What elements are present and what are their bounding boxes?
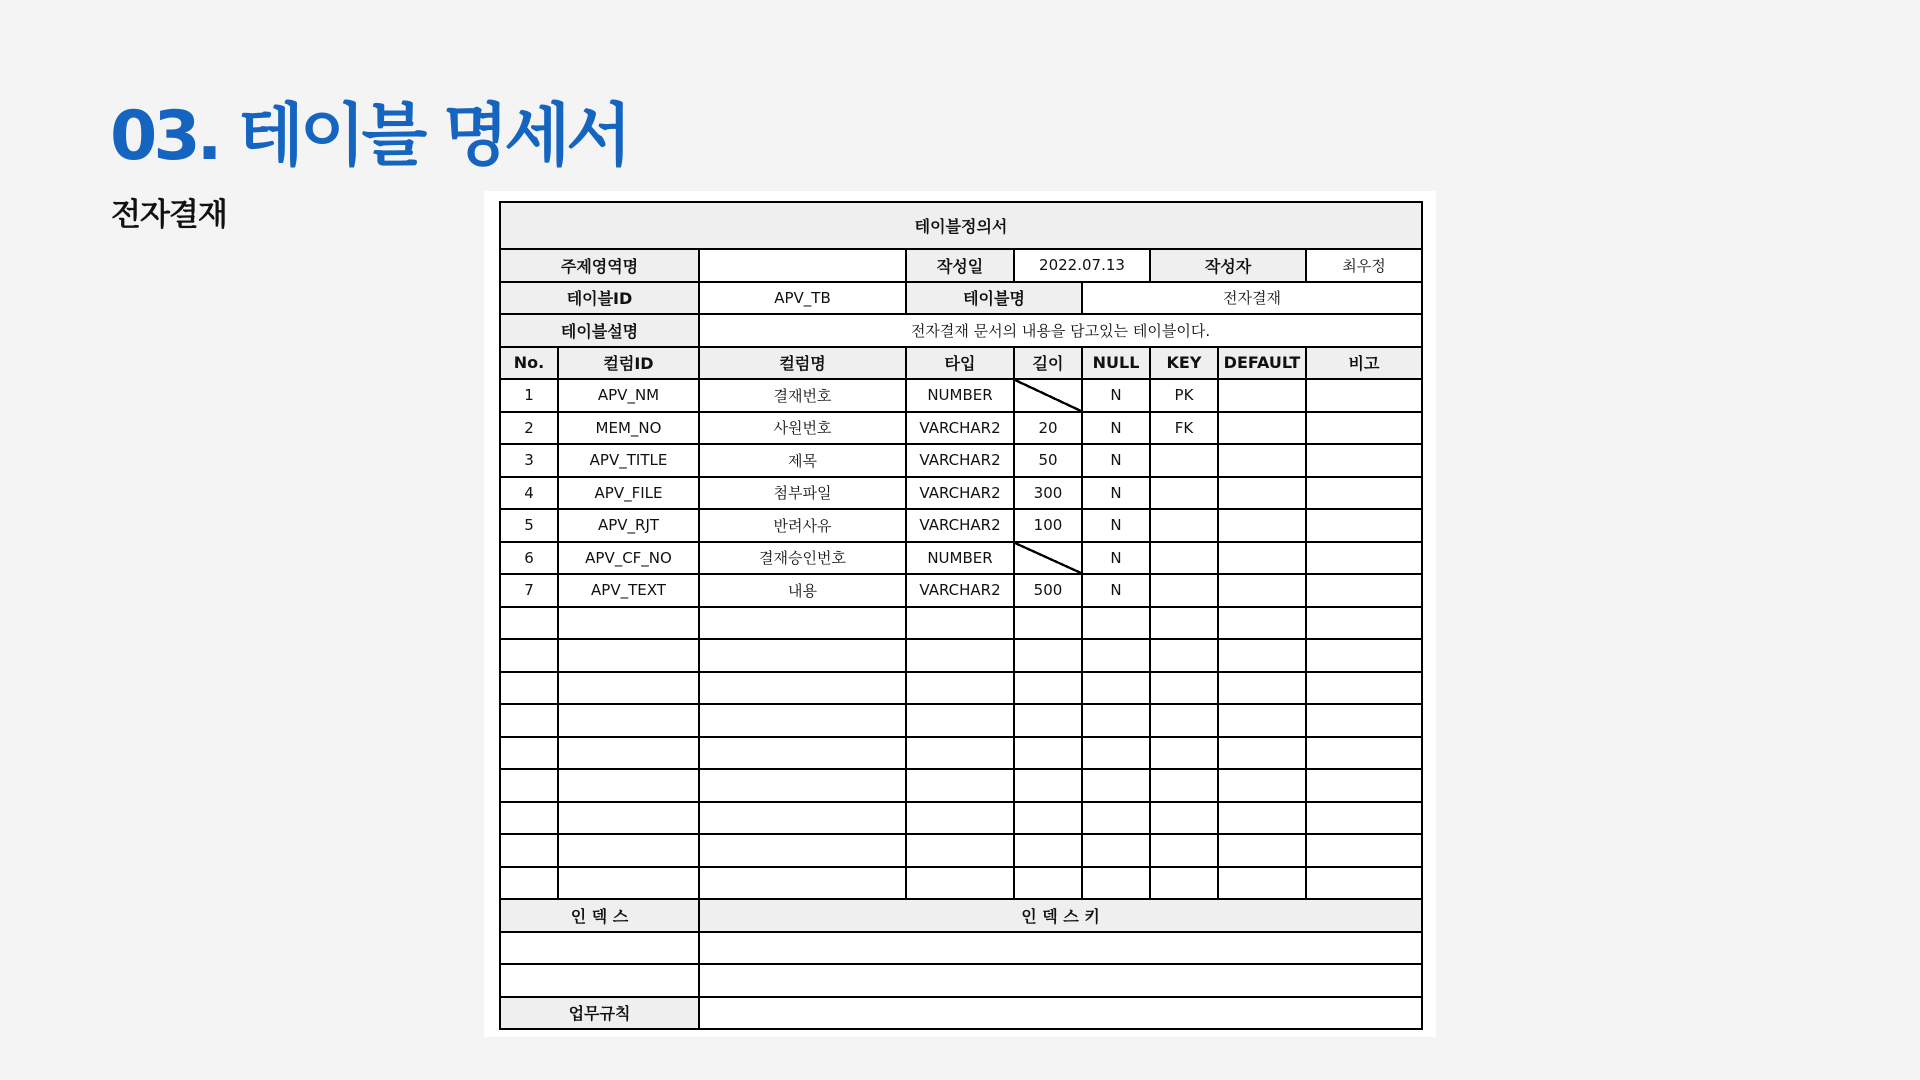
cell-note <box>1306 574 1422 607</box>
empty-cell <box>500 802 558 835</box>
table-id-value: APV_TB <box>699 282 906 315</box>
cell-id: APV_TITLE <box>558 444 699 477</box>
cell-note <box>1306 444 1422 477</box>
cell-length <box>1014 542 1082 575</box>
cell-id: APV_RJT <box>558 509 699 542</box>
cell-default <box>1218 477 1306 510</box>
empty-cell <box>699 639 906 672</box>
column-header: 컬럼명 <box>699 347 906 380</box>
cell-no: 4 <box>500 477 558 510</box>
cell-default <box>1218 379 1306 412</box>
cell-key <box>1150 509 1218 542</box>
empty-cell <box>1306 639 1422 672</box>
empty-cell <box>1218 704 1306 737</box>
empty-cell <box>1218 867 1306 900</box>
empty-cell <box>1082 867 1150 900</box>
empty-cell <box>1150 802 1218 835</box>
empty-cell <box>1306 672 1422 705</box>
column-header: DEFAULT <box>1218 347 1306 380</box>
cell-key <box>1150 542 1218 575</box>
cell-null: N <box>1082 542 1150 575</box>
cell-type: VARCHAR2 <box>906 509 1014 542</box>
cell-name: 반려사유 <box>699 509 906 542</box>
cell-no: 1 <box>500 379 558 412</box>
cell-key <box>1150 444 1218 477</box>
empty-cell <box>1014 639 1082 672</box>
created-date-value: 2022.07.13 <box>1014 249 1150 282</box>
empty-cell <box>1218 737 1306 770</box>
cell-note <box>1306 477 1422 510</box>
index-header-row <box>500 899 1422 932</box>
cell-null: N <box>1082 477 1150 510</box>
table-spec-sheet <box>484 191 1436 1037</box>
empty-cell <box>1306 834 1422 867</box>
cell-null: N <box>1082 379 1150 412</box>
empty-cell <box>699 737 906 770</box>
empty-cell <box>1082 672 1150 705</box>
table-row <box>500 574 1422 607</box>
created-date-label: 작성일 <box>906 249 1014 282</box>
empty-cell <box>699 704 906 737</box>
table-desc-label: 테이블설명 <box>500 314 699 347</box>
cell-type: VARCHAR2 <box>906 444 1014 477</box>
empty-cell <box>1150 607 1218 640</box>
empty-cell <box>1150 704 1218 737</box>
cell-note <box>1306 412 1422 445</box>
cell-key: PK <box>1150 379 1218 412</box>
cell-id: APV_CF_NO <box>558 542 699 575</box>
page-title: 03. 테이블 명세서 <box>110 97 628 176</box>
empty-cell <box>1218 607 1306 640</box>
empty-cell <box>558 639 699 672</box>
cell-type: NUMBER <box>906 379 1014 412</box>
empty-cell <box>1218 769 1306 802</box>
cell-default <box>1218 509 1306 542</box>
index-key-value <box>699 932 1422 965</box>
cell-name: 결재번호 <box>699 379 906 412</box>
empty-cell <box>1306 769 1422 802</box>
empty-cell <box>1150 834 1218 867</box>
cell-null: N <box>1082 509 1150 542</box>
cell-name: 결재승인번호 <box>699 542 906 575</box>
empty-cell <box>1082 802 1150 835</box>
empty-cell <box>1150 737 1218 770</box>
empty-cell <box>1150 867 1218 900</box>
cell-key <box>1150 477 1218 510</box>
business-rule-row <box>500 997 1422 1030</box>
empty-cell <box>1150 672 1218 705</box>
cell-length: 300 <box>1014 477 1082 510</box>
empty-cell <box>500 672 558 705</box>
empty-cell <box>500 737 558 770</box>
empty-cell <box>1082 769 1150 802</box>
empty-cell <box>1014 834 1082 867</box>
cell-key: FK <box>1150 412 1218 445</box>
empty-cell <box>906 672 1014 705</box>
index-value <box>500 932 699 965</box>
doc-title: 테이블정의서 <box>500 202 1422 249</box>
cell-note <box>1306 379 1422 412</box>
index-key-value <box>699 964 1422 997</box>
author-value: 최우정 <box>1306 249 1422 282</box>
empty-cell <box>699 834 906 867</box>
cell-length: 20 <box>1014 412 1082 445</box>
cell-id: APV_FILE <box>558 477 699 510</box>
table-row <box>500 509 1422 542</box>
empty-cell <box>1014 704 1082 737</box>
subject-area-value <box>699 249 906 282</box>
column-header-row <box>500 347 1422 380</box>
table-row <box>500 412 1422 445</box>
empty-cell <box>906 834 1014 867</box>
cell-type: VARCHAR2 <box>906 477 1014 510</box>
business-rule-value <box>699 997 1422 1030</box>
empty-cell <box>500 867 558 900</box>
empty-cell <box>1014 737 1082 770</box>
cell-id: MEM_NO <box>558 412 699 445</box>
column-header: 길이 <box>1014 347 1082 380</box>
cell-id: APV_NM <box>558 379 699 412</box>
cell-type: NUMBER <box>906 542 1014 575</box>
cell-length <box>1014 379 1082 412</box>
column-header: 컬럼ID <box>558 347 699 380</box>
cell-null: N <box>1082 574 1150 607</box>
table-name-label: 테이블명 <box>906 282 1082 315</box>
index-key-label: 인 덱 스 키 <box>699 899 1422 932</box>
empty-cell <box>699 867 906 900</box>
empty-cell <box>1218 639 1306 672</box>
empty-cell <box>1306 607 1422 640</box>
index-label: 인 덱 스 <box>500 899 699 932</box>
empty-cell <box>1014 769 1082 802</box>
cell-id: APV_TEXT <box>558 574 699 607</box>
page-subtitle: 전자결재 <box>111 197 227 233</box>
table-row <box>500 379 1422 412</box>
table-definition <box>499 201 1423 1030</box>
empty-cell <box>699 769 906 802</box>
column-header: 비고 <box>1306 347 1422 380</box>
empty-cell <box>906 607 1014 640</box>
empty-row <box>500 769 1422 802</box>
cell-no: 2 <box>500 412 558 445</box>
empty-row <box>500 672 1422 705</box>
empty-row <box>500 867 1422 900</box>
empty-cell <box>500 607 558 640</box>
empty-cell <box>906 867 1014 900</box>
column-header: NULL <box>1082 347 1150 380</box>
empty-row <box>500 802 1422 835</box>
empty-cell <box>699 607 906 640</box>
author-label: 작성자 <box>1150 249 1306 282</box>
cell-length: 100 <box>1014 509 1082 542</box>
empty-cell <box>1218 672 1306 705</box>
cell-no: 7 <box>500 574 558 607</box>
cell-null: N <box>1082 444 1150 477</box>
empty-cell <box>699 802 906 835</box>
empty-cell <box>1082 704 1150 737</box>
empty-cell <box>1082 639 1150 672</box>
empty-cell <box>1306 737 1422 770</box>
column-header: KEY <box>1150 347 1218 380</box>
empty-cell <box>500 639 558 672</box>
empty-cell <box>1082 834 1150 867</box>
empty-cell <box>1306 802 1422 835</box>
empty-cell <box>906 639 1014 672</box>
table-row <box>500 542 1422 575</box>
cell-key <box>1150 574 1218 607</box>
cell-note <box>1306 509 1422 542</box>
empty-cell <box>1218 834 1306 867</box>
empty-cell <box>1014 867 1082 900</box>
empty-cell <box>1014 802 1082 835</box>
empty-cell <box>558 867 699 900</box>
empty-cell <box>1014 607 1082 640</box>
empty-cell <box>500 704 558 737</box>
empty-row <box>500 834 1422 867</box>
cell-length: 50 <box>1014 444 1082 477</box>
cell-name: 제목 <box>699 444 906 477</box>
table-row <box>500 444 1422 477</box>
cell-null: N <box>1082 412 1150 445</box>
empty-cell <box>1218 802 1306 835</box>
empty-cell <box>558 769 699 802</box>
subject-area-label: 주제영역명 <box>500 249 699 282</box>
index-row <box>500 932 1422 965</box>
cell-note <box>1306 542 1422 575</box>
cell-length: 500 <box>1014 574 1082 607</box>
empty-cell <box>906 737 1014 770</box>
cell-no: 3 <box>500 444 558 477</box>
cell-name: 첨부파일 <box>699 477 906 510</box>
empty-cell <box>906 769 1014 802</box>
empty-row <box>500 607 1422 640</box>
empty-cell <box>699 672 906 705</box>
business-rule-label: 업무규칙 <box>500 997 699 1030</box>
table-desc-value: 전자결재 문서의 내용을 담고있는 테이블이다. <box>699 314 1422 347</box>
empty-cell <box>1306 867 1422 900</box>
table-name-value: 전자결재 <box>1082 282 1422 315</box>
empty-row <box>500 639 1422 672</box>
index-row <box>500 964 1422 997</box>
column-header: No. <box>500 347 558 380</box>
cell-default <box>1218 444 1306 477</box>
empty-cell <box>1306 704 1422 737</box>
cell-default <box>1218 574 1306 607</box>
column-header: 타입 <box>906 347 1014 380</box>
empty-cell <box>558 672 699 705</box>
cell-default <box>1218 542 1306 575</box>
cell-name: 내용 <box>699 574 906 607</box>
empty-cell <box>558 802 699 835</box>
table-id-label: 테이블ID <box>500 282 699 315</box>
cell-default <box>1218 412 1306 445</box>
empty-row <box>500 704 1422 737</box>
empty-row <box>500 737 1422 770</box>
empty-cell <box>1082 607 1150 640</box>
cell-no: 6 <box>500 542 558 575</box>
empty-cell <box>558 834 699 867</box>
cell-no: 5 <box>500 509 558 542</box>
index-value <box>500 964 699 997</box>
empty-cell <box>1014 672 1082 705</box>
empty-cell <box>558 607 699 640</box>
table-row <box>500 477 1422 510</box>
empty-cell <box>906 704 1014 737</box>
cell-name: 사원번호 <box>699 412 906 445</box>
empty-cell <box>558 737 699 770</box>
empty-cell <box>500 834 558 867</box>
cell-type: VARCHAR2 <box>906 412 1014 445</box>
empty-cell <box>1150 639 1218 672</box>
empty-cell <box>558 704 699 737</box>
empty-cell <box>906 802 1014 835</box>
cell-type: VARCHAR2 <box>906 574 1014 607</box>
empty-cell <box>1150 769 1218 802</box>
empty-cell <box>500 769 558 802</box>
empty-cell <box>1082 737 1150 770</box>
